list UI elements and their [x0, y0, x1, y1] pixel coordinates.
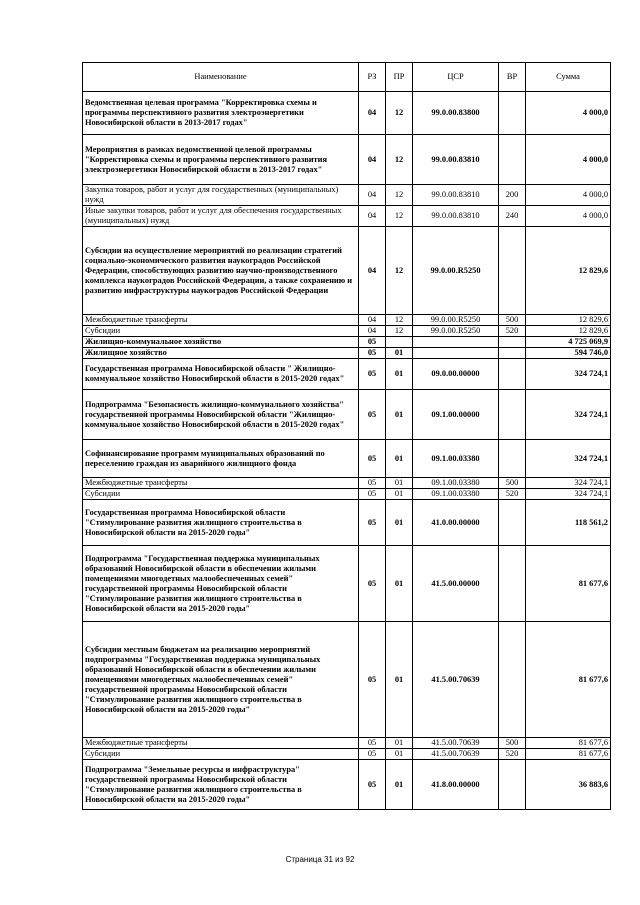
cell-csr: 99.0.00.R5250 — [413, 227, 499, 315]
cell-pr: 12 — [386, 92, 413, 135]
cell-vr — [499, 227, 526, 315]
cell-name: Иные закупки товаров, работ и услуг для обеспечения государственных (муниципальных) нужд — [83, 206, 359, 227]
table-row — [83, 478, 611, 489]
table-row — [83, 749, 611, 760]
cell-csr — [413, 348, 499, 359]
cell-csr: 09.0.00.00000 — [413, 359, 499, 390]
cell-name: Закупка товаров, работ и услуг для государственных (муниципальных) нужд — [83, 185, 359, 206]
cell-name: Подпрограмма "Безопасность жилищно-коммунального хозяйства" государственной программы Новосибирской области "Жилищно-коммунальное хозяйство Новосибирской области в 2015-2020 годах" — [83, 390, 359, 440]
cell-vr: 520 — [499, 489, 526, 500]
cell-vr — [499, 337, 526, 348]
cell-vr — [499, 760, 526, 810]
header-rz: РЗ — [359, 63, 386, 92]
cell-rz: 04 — [359, 227, 386, 315]
cell-name: Межбюджетные трансферты — [83, 315, 359, 326]
table-row — [83, 315, 611, 326]
cell-csr: 41.5.00.70639 — [413, 749, 499, 760]
cell-csr — [413, 337, 499, 348]
cell-sum: 81 677,6 — [526, 749, 611, 760]
cell-pr: 01 — [386, 546, 413, 622]
cell-sum: 12 829,6 — [526, 326, 611, 337]
cell-vr — [499, 92, 526, 135]
cell-pr: 12 — [386, 326, 413, 337]
cell-csr: 09.1.00.00000 — [413, 390, 499, 440]
cell-sum: 81 677,6 — [526, 622, 611, 738]
cell-sum: 36 883,6 — [526, 760, 611, 810]
page-number: Страница 31 из 92 — [285, 855, 355, 864]
cell-csr: 99.0.00.R5250 — [413, 326, 499, 337]
cell-csr: 09.1.00.03380 — [413, 478, 499, 489]
cell-pr: 12 — [386, 227, 413, 315]
cell-name: Подпрограмма "Земельные ресурсы и инфраструктура" государственной программы Новосибирской области "Стимулирование развития жилищного строительства в Новосибирской области на 2015-2020 годы" — [83, 760, 359, 810]
cell-rz: 05 — [359, 500, 386, 546]
cell-csr: 99.0.00.83810 — [413, 185, 499, 206]
table-row — [83, 489, 611, 500]
table-row — [83, 326, 611, 337]
cell-sum: 324 724,1 — [526, 440, 611, 478]
cell-csr: 41.5.00.70639 — [413, 738, 499, 749]
cell-sum: 81 677,6 — [526, 738, 611, 749]
cell-csr: 41.5.00.00000 — [413, 546, 499, 622]
cell-vr — [499, 135, 526, 185]
cell-rz: 05 — [359, 622, 386, 738]
cell-pr: 01 — [386, 390, 413, 440]
cell-name: Подпрограмма "Государственная поддержка муниципальных образований Новосибирской области в обеспечении жилыми помещениями многодетных малообеспеченных семей" государственной программы Новосибирской области "Стимулирование развития жилищного строительства в Новосибирской области на 2015-2020 годы" — [83, 546, 359, 622]
cell-pr: 01 — [386, 478, 413, 489]
cell-name: Межбюджетные трансферты — [83, 738, 359, 749]
table-row — [83, 337, 611, 348]
cell-rz: 04 — [359, 185, 386, 206]
cell-name: Государственная программа Новосибирской области "Стимулирование развития жилищного строительства в Новосибирской области на 2015-2020 годы" — [83, 500, 359, 546]
cell-csr: 41.8.00.00000 — [413, 760, 499, 810]
cell-vr: 520 — [499, 326, 526, 337]
cell-sum: 4 000,0 — [526, 206, 611, 227]
cell-pr: 01 — [386, 440, 413, 478]
header-sum: Сумма — [526, 63, 611, 92]
cell-sum: 12 829,6 — [526, 227, 611, 315]
cell-vr: 500 — [499, 738, 526, 749]
cell-sum: 324 724,1 — [526, 359, 611, 390]
table-row — [83, 390, 611, 440]
cell-sum: 324 724,1 — [526, 390, 611, 440]
cell-sum: 4 000,0 — [526, 92, 611, 135]
cell-name: Софинансирование программ муниципальных образований по переселению граждан из аварийного жилищного фонда — [83, 440, 359, 478]
cell-pr: 01 — [386, 760, 413, 810]
cell-name: Мероприятия в рамках ведомственной целевой программы "Корректировка схемы и программы перспективного развития электроэнергетики Новосибирской области в 2013-2017 годах" — [83, 135, 359, 185]
cell-pr: 01 — [386, 489, 413, 500]
header-name: Наименование — [83, 63, 359, 92]
cell-csr: 99.0.00.83810 — [413, 135, 499, 185]
cell-vr: 240 — [499, 206, 526, 227]
table-row — [83, 206, 611, 227]
cell-pr: 01 — [386, 749, 413, 760]
table-header-row — [83, 63, 611, 92]
cell-vr: 500 — [499, 478, 526, 489]
cell-rz: 04 — [359, 206, 386, 227]
cell-rz: 05 — [359, 738, 386, 749]
table-row — [83, 185, 611, 206]
cell-pr: 01 — [386, 622, 413, 738]
cell-vr — [499, 500, 526, 546]
cell-name: Субсидии местным бюджетам на реализацию мероприятий подпрограммы "Государственная поддержка муниципальных образований Новосибирской области в обеспечении жилыми помещениями многодетных малообеспеченных семей" государственной программы Новосибирской области "Стимулирование развития жилищного строительства в Новосибирской области на 2015-2020 годы" — [83, 622, 359, 738]
table-row — [83, 622, 611, 738]
table-row — [83, 227, 611, 315]
table-row — [83, 440, 611, 478]
table-row — [83, 760, 611, 810]
cell-pr: 01 — [386, 359, 413, 390]
cell-sum: 4 000,0 — [526, 135, 611, 185]
cell-name: Межбюджетные трансферты — [83, 478, 359, 489]
cell-vr: 200 — [499, 185, 526, 206]
cell-rz: 05 — [359, 337, 386, 348]
cell-rz: 05 — [359, 440, 386, 478]
table-row — [83, 546, 611, 622]
header-vr: ВР — [499, 63, 526, 92]
cell-vr — [499, 546, 526, 622]
cell-name: Субсидии — [83, 749, 359, 760]
cell-vr — [499, 359, 526, 390]
cell-csr: 99.0.00.R5250 — [413, 315, 499, 326]
cell-name: Субсидии — [83, 326, 359, 337]
cell-csr: 41.0.00.00000 — [413, 500, 499, 546]
cell-name: Жилищно-коммунальное хозяйство — [83, 337, 359, 348]
cell-sum: 12 829,6 — [526, 315, 611, 326]
cell-sum: 324 724,1 — [526, 489, 611, 500]
cell-rz: 05 — [359, 489, 386, 500]
cell-vr: 520 — [499, 749, 526, 760]
cell-csr: 09.1.00.03380 — [413, 440, 499, 478]
cell-pr: 01 — [386, 348, 413, 359]
cell-pr — [386, 337, 413, 348]
cell-csr: 41.5.00.70639 — [413, 622, 499, 738]
cell-csr: 99.0.00.83810 — [413, 206, 499, 227]
table-row — [83, 348, 611, 359]
cell-name: Жилищное хозяйство — [83, 348, 359, 359]
cell-csr: 99.0.00.83800 — [413, 92, 499, 135]
cell-rz: 05 — [359, 478, 386, 489]
header-pr: ПР — [386, 63, 413, 92]
cell-rz: 05 — [359, 348, 386, 359]
cell-pr: 01 — [386, 500, 413, 546]
cell-name: Субсидии на осуществление мероприятий по реализации стратегий социально-экономического развития наукоградов Российской Федерации, способствующих развитию научно-производственного комплекса наукоградов Российской Федерации, а также сохранению и развитию инфраструктуры наукоградов Российской Федерации — [83, 227, 359, 315]
table-row — [83, 500, 611, 546]
cell-vr — [499, 348, 526, 359]
cell-rz: 05 — [359, 749, 386, 760]
cell-rz: 05 — [359, 390, 386, 440]
cell-pr: 12 — [386, 315, 413, 326]
cell-rz: 05 — [359, 546, 386, 622]
cell-csr: 09.1.00.03380 — [413, 489, 499, 500]
table-row — [83, 135, 611, 185]
cell-sum: 594 746,0 — [526, 348, 611, 359]
cell-rz: 05 — [359, 359, 386, 390]
cell-rz: 04 — [359, 135, 386, 185]
cell-rz: 04 — [359, 326, 386, 337]
cell-name: Государственная программа Новосибирской области " Жилищно-коммунальное хозяйство Новосибирской области в 2015-2020 годах" — [83, 359, 359, 390]
cell-sum: 4 725 069,9 — [526, 337, 611, 348]
table-row — [83, 738, 611, 749]
cell-rz: 04 — [359, 315, 386, 326]
budget-table — [82, 62, 611, 810]
cell-vr — [499, 622, 526, 738]
table-body — [83, 92, 611, 810]
cell-vr — [499, 440, 526, 478]
cell-pr: 12 — [386, 206, 413, 227]
cell-vr: 500 — [499, 315, 526, 326]
cell-rz: 04 — [359, 92, 386, 135]
cell-vr — [499, 390, 526, 440]
cell-sum: 81 677,6 — [526, 546, 611, 622]
cell-pr: 01 — [386, 738, 413, 749]
cell-sum: 4 000,0 — [526, 185, 611, 206]
cell-name: Ведомственная целевая программа "Корректировка схемы и программы перспективного развития электроэнергетики Новосибирской области в 2013-2017 годах" — [83, 92, 359, 135]
cell-name: Субсидии — [83, 489, 359, 500]
header-csr: ЦСР — [413, 63, 499, 92]
cell-sum: 324 724,1 — [526, 478, 611, 489]
cell-pr: 12 — [386, 185, 413, 206]
budget-table-container — [82, 62, 610, 810]
cell-sum: 118 561,2 — [526, 500, 611, 546]
cell-pr: 12 — [386, 135, 413, 185]
table-row — [83, 92, 611, 135]
cell-rz: 05 — [359, 760, 386, 810]
table-row — [83, 359, 611, 390]
